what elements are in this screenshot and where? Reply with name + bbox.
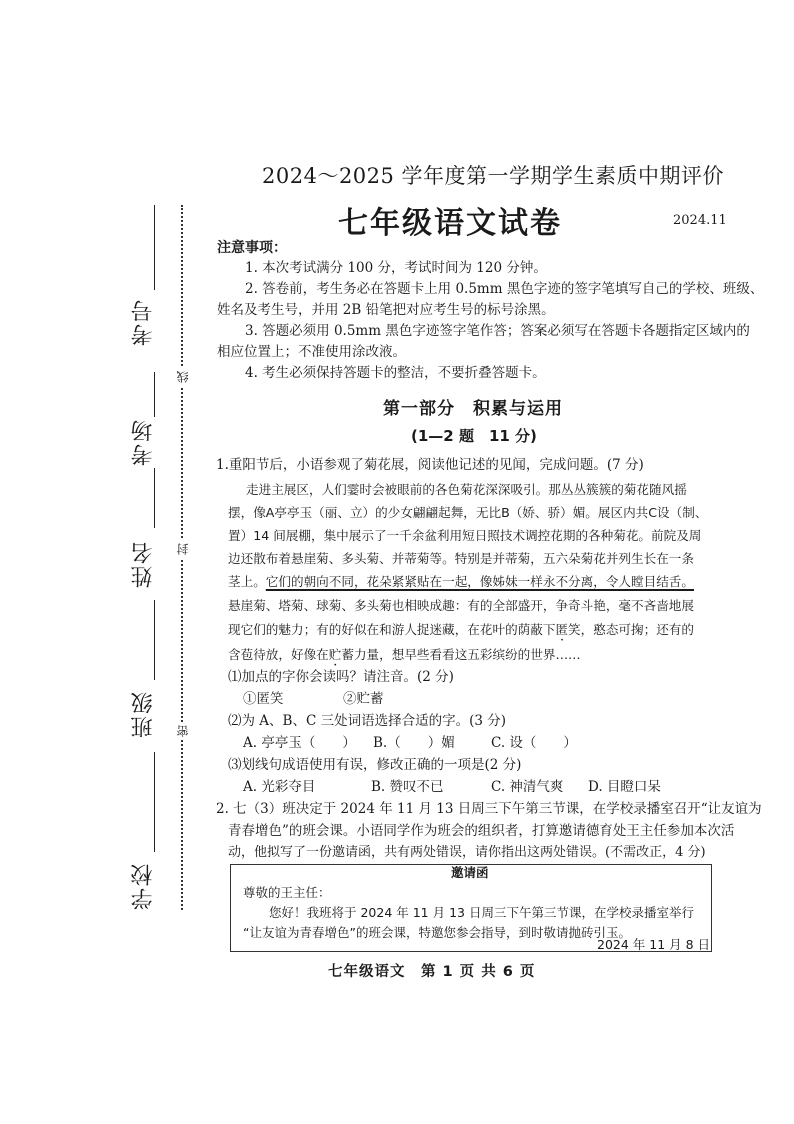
q1-sub2-c: C. 设（ ） (491, 735, 577, 751)
q1-sub2-stem: ⑵为 A、B、C 三处词语选择合适的字。(3 分) (228, 713, 506, 729)
note-item-1: 1. 本次考试满分 100 分，考试时间为 120 分钟。 (245, 260, 547, 276)
dotted-char-zhu: 贮 (328, 647, 342, 662)
passage-line-5 (228, 570, 694, 594)
q2-line-2: 青春增色”的班会课。小语同学作为班会的组织者，打算邀请德育处王主任参加本次活 (228, 823, 735, 839)
passage-line-8 (228, 643, 581, 669)
note-item-2: 2. 答卷前，考生务必在答题卡上用 0.5mm 黑色字迹的签字笔填写自己的学校、班级、 (245, 281, 764, 297)
q1-sub2-b: B.（ ）媚 (373, 735, 455, 751)
exam-room-line-top (154, 372, 155, 417)
passage-line-4: 边还散布着悬崖菊、多头菊、并蒂菊等。特别是并蒂菊，五六朵菊花并列生长在一条 (228, 551, 694, 566)
q1-sub1-a: ①匿笑 (243, 691, 284, 707)
q1-stem: 1.重阳节后，小语参观了菊花展，阅读他记述的见闻，完成问题。(7 分) (216, 457, 644, 473)
exam-number-label: 考号 (131, 298, 156, 346)
invitation-date: 2024 年 11 月 8 日 (597, 937, 711, 952)
note-item-3: 3. 答题必须用 0.5mm 黑色字迹签字笔作答；答案必须写在答题卡各题指定区域内的 (245, 323, 750, 339)
invitation-body-1: 您好！我班将于 2024 年 11 月 13 日周三下午第三节课，在学校录播室举行 (269, 905, 694, 920)
exam-date: 2024.11 (673, 213, 727, 228)
q1-sub3-c: C. 神清气爽 (491, 779, 564, 795)
q1-sub3-stem: ⑶划线句成语使用有误，修改正确的一项是(2 分) (228, 757, 522, 773)
passage-line-3: 置）14 间展棚，集中展示了一千余盆利用短日照技术调控花期的各种菊花。前院及周 (228, 528, 702, 543)
name-line (154, 600, 155, 680)
underlined-sentence: 它们的朝向不同，花朵紧紧贴在一起，像姊妹一样永不分离，令人瞠目结舌。 (265, 574, 694, 589)
exam-title-line2: 七年级语文试卷 (338, 206, 562, 241)
notes-heading: 注意事项： (217, 240, 287, 256)
part-subtitle: (1—2 题 11 分) (411, 427, 537, 445)
note-item-4: 4. 考生必须保持答题卡的整洁，不要折叠答题卡。 (245, 365, 546, 381)
seal-feng: 封 (174, 540, 191, 558)
passage-line-5-start: 茎上。 (228, 574, 266, 589)
exam-number-line (154, 205, 155, 290)
passage-line-8-a: 含苞待放，好像在 (228, 647, 329, 662)
passage-line-1: 走进主展区，人们霎时会被眼前的各色菊花深深吸引。那丛丛簇簇的菊花随风摇 (246, 482, 687, 497)
q1-sub2-a: A. 亭亭玉（ ） (243, 735, 356, 751)
page-footer: 七年级语文 第 1 页 共 6 页 (328, 964, 536, 980)
passage-line-7-c: 笑，憨态可掬；还有的 (568, 622, 694, 637)
passage-line-7 (228, 618, 694, 644)
school-label: 学校 (131, 862, 156, 910)
invitation-box (230, 864, 712, 952)
exam-room-line (154, 468, 155, 528)
exam-title-line1: 2024～2025 学年度第一学期学生素质中期评价 (262, 164, 725, 188)
seal-xian: 线 (174, 368, 191, 386)
part-title: 第一部分 积累与运用 (383, 399, 563, 419)
q1-sub3-b: B. 赞叹不已 (371, 779, 444, 795)
invitation-body-2: “让友谊为青春增色”的班会课，特邀您参会指导，到时敬请抛砖引玉。 (243, 925, 631, 940)
q1-sub3-d: D. 目瞪口呆 (588, 779, 661, 795)
passage-line-8-c: 蓄力量，想早些看看这五彩缤纷的世界…… (341, 647, 581, 662)
name-label: 姓名 (131, 540, 156, 588)
q2-line-3: 动，他拟写了一份邀请函，共有两处错误，请你指出这两处错误。(不需改正，4 分) (228, 845, 706, 860)
exam-room-label: 考场 (131, 418, 156, 466)
note-item-2-cont: 姓名及考生号，并用 2B 铅笔把对应考生号的标号涂黑。 (217, 302, 555, 318)
passage-line-2: 摆，像A亭亭玉（丽、立）的少女翩翩起舞，无比B（娇、骄）媚。展区内共C设（制、 (228, 505, 708, 520)
q1-sub1-b: ②贮蓄 (343, 691, 384, 707)
class-line (154, 752, 155, 852)
dotted-char-ni: 匿 (555, 622, 569, 637)
q1-sub1-stem: ⑴加点的字你会读吗？请注音。(2 分) (228, 669, 454, 685)
invitation-title: 邀请函 (451, 865, 489, 880)
passage-line-7-a: 现它们的魅力；有的好似在和游人捉迷藏，在花叶的荫蔽下 (228, 622, 556, 637)
passage-line-6: 悬崖菊、塔菊、球菊、多头菊也相映成趣：有的全部盛开，争奇斗艳，毫不吝啬地展 (228, 598, 694, 613)
seal-mi: 密 (174, 722, 191, 740)
q2-line-1: 2. 七（3）班决定于 2024 年 11 月 13 日周三下午第三节课，在学校录播室召开“让友谊为 (216, 801, 762, 817)
note-item-3-cont: 相应位置上；不准使用涂改液。 (217, 344, 406, 360)
class-label: 班级 (131, 690, 156, 738)
invitation-salutation: 尊敬的王主任： (243, 885, 331, 900)
q1-sub3-a: A. 光彩夺目 (243, 779, 316, 795)
